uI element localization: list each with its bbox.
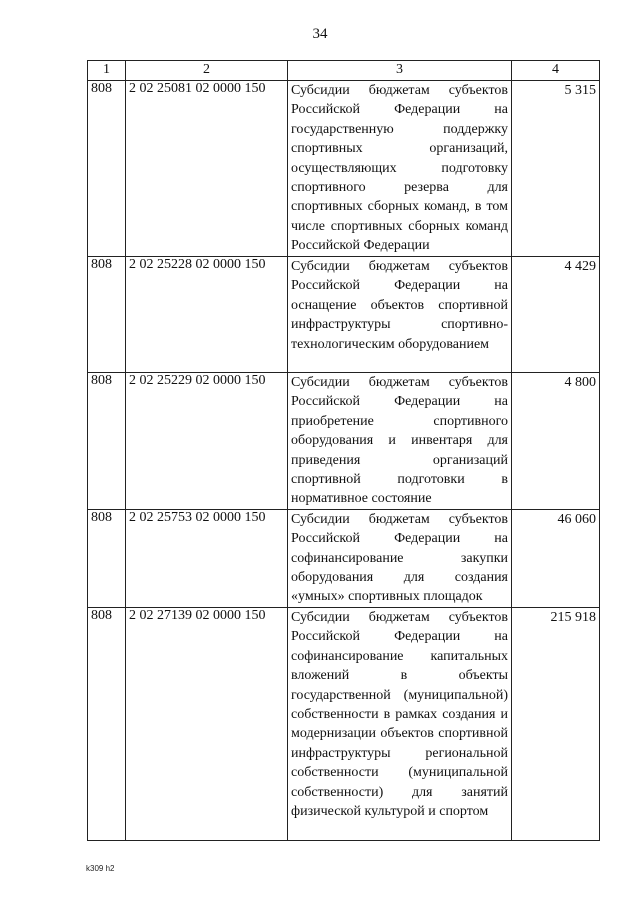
description-cell: Субсидии бюджетам субъектов Российской Федерации на софинансирование капитальных вложений в объекты государственной (муниципальной) собственности в рамках создания и модернизации объектов спортивной инфраструктуры региональной собственности (муниципальной собственности) для занятий физической культурой и спортом [288, 607, 512, 840]
budget-code-cell: 2 02 25081 02 0000 150 [126, 81, 288, 257]
amount-cell: 46 060 [512, 509, 600, 607]
description-cell: Субсидии бюджетам субъектов Российской Федерации на софинансирование закупки оборудования для создания «умных» спортивных площадок [288, 509, 512, 607]
admin-code-cell: 808 [88, 509, 126, 607]
budget-code-cell: 2 02 25229 02 0000 150 [126, 373, 288, 510]
amount-cell: 4 800 [512, 373, 600, 510]
budget-code-cell: 2 02 27139 02 0000 150 [126, 607, 288, 840]
amount-cell: 5 315 [512, 81, 600, 257]
admin-code-cell: 808 [88, 257, 126, 373]
page-number: 34 [312, 26, 328, 42]
footer-document-code: k309 h2 [86, 864, 115, 873]
amount-cell: 4 429 [512, 257, 600, 373]
description-cell: Субсидии бюджетам субъектов Российской Федерации на приобретение спортивного оборудования и инвентаря для приведения организаций спортивной подготовки в нормативное состояние [288, 373, 512, 510]
admin-code-cell: 808 [88, 607, 126, 840]
column-header-3: 3 [288, 61, 512, 81]
table-row [88, 373, 600, 510]
budget-code-cell: 2 02 25228 02 0000 150 [126, 257, 288, 373]
amount-cell: 215 918 [512, 607, 600, 840]
description-cell: Субсидии бюджетам субъектов Российской Федерации на оснащение объектов спортивной инфраструктуры спортивно-технологическим оборудованием [288, 257, 512, 373]
admin-code-cell: 808 [88, 373, 126, 510]
budget-code-cell: 2 02 25753 02 0000 150 [126, 509, 288, 607]
budget-table [87, 60, 600, 841]
table-row [88, 509, 600, 607]
description-cell: Субсидии бюджетам субъектов Российской Федерации на государственную поддержку спортивных организаций, осуществляющих подготовку спортивного резерва для спортивных сборных команд, в том числе спортивных сборных команд Российской Федерации [288, 81, 512, 257]
table-row [88, 607, 600, 840]
column-header-2: 2 [126, 61, 288, 81]
admin-code-cell: 808 [88, 81, 126, 257]
column-header-1: 1 [88, 61, 126, 81]
table-header-row [88, 61, 600, 81]
table-row [88, 81, 600, 257]
column-header-4: 4 [512, 61, 600, 81]
table-row [88, 257, 600, 373]
